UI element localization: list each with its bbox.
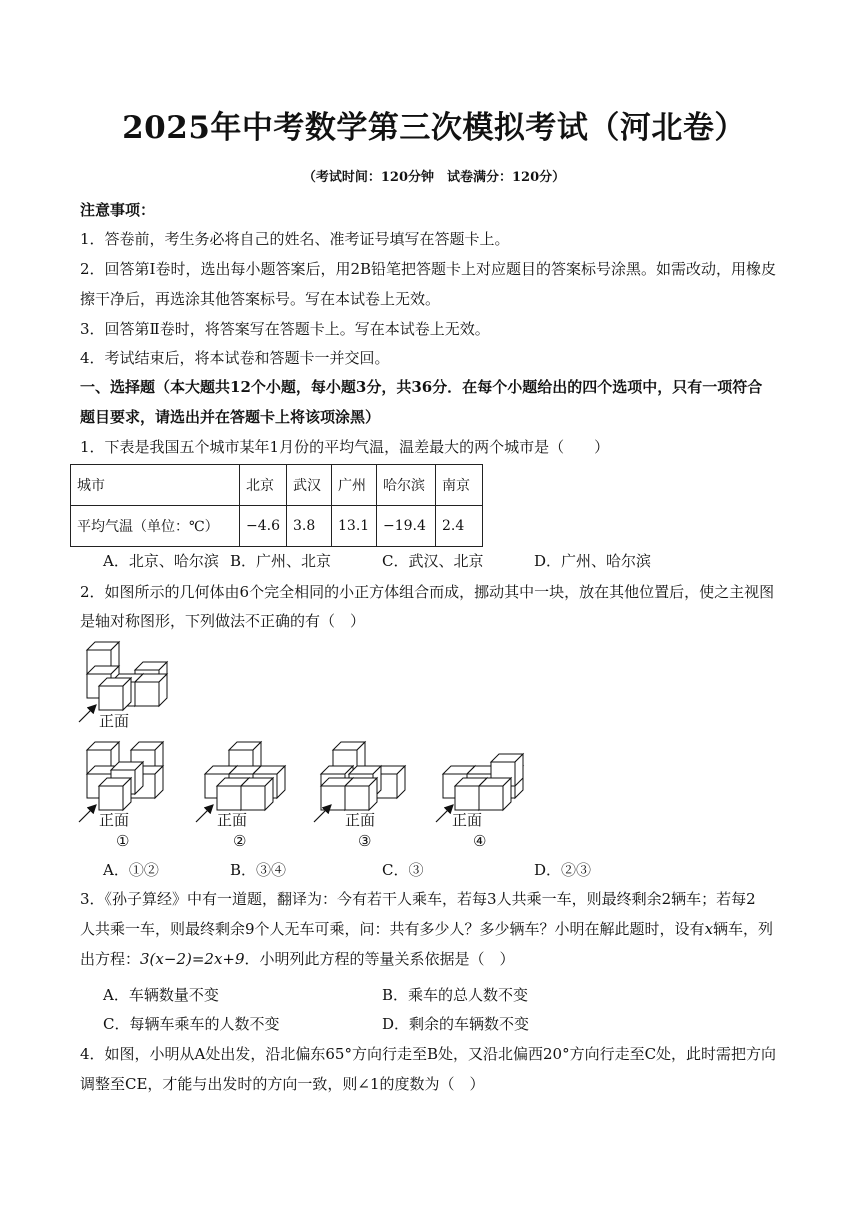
table-cell: −4.6 xyxy=(240,506,287,547)
table-header-row xyxy=(71,465,483,506)
figure-label-2: ② xyxy=(233,832,247,850)
front-label: 正面 xyxy=(345,811,376,829)
q3-text: ．小明列此方程的等量关系依据是（ ） xyxy=(244,950,515,968)
q3-variable: x xyxy=(704,920,714,938)
q1-option-a: A．北京、哈尔滨 xyxy=(103,552,219,570)
table-row xyxy=(71,506,483,547)
q3-equation: 3(x−2)=2x+9 xyxy=(140,950,245,968)
section-heading-cont: 题目要求，请选出并在答题卡上将该项涂黑） xyxy=(80,408,381,426)
table-cell: 城市 xyxy=(71,465,240,506)
q1-option-d: D．广州、哈尔滨 xyxy=(534,552,652,570)
notice-heading: 注意事项： xyxy=(80,201,156,219)
q2-option-c: C．③ xyxy=(382,861,424,879)
q3-text: 出方程： xyxy=(80,950,141,968)
q1-option-c: C．武汉、北京 xyxy=(382,552,484,570)
table-cell: 平均气温（单位：℃） xyxy=(71,506,240,547)
exam-info: （考试时间：120分钟 试卷满分：120分） xyxy=(302,170,566,185)
q1-stem: 1．下表是我国五个城市某年1月份的平均气温，温差最大的两个城市是（ ） xyxy=(80,438,610,456)
notice-item-2: 2．回答第Ⅰ卷时，选出每小题答案后，用2B铅笔把答题卡上对应题目的答案标号涂黑。如需改动，用橡皮 xyxy=(80,260,777,278)
q3-option-d: D．剩余的车辆数不变 xyxy=(382,1015,530,1033)
notice-item-3: 3．回答第Ⅱ卷时，将答案写在答题卡上。写在本试卷上无效。 xyxy=(80,320,490,338)
q2-option-a: A．①② xyxy=(103,861,159,879)
figure-label-1: ① xyxy=(116,832,130,850)
q2-option-b: B．③④ xyxy=(230,861,287,879)
table-cell: 南京 xyxy=(436,465,483,506)
notice-item-4: 4．考试结束后，将本试卷和答题卡一并交回。 xyxy=(80,349,390,367)
q3-text: 人共乘一车，则最终剩余9个人无车可乘，问：共有多少人？多少辆车？小明在解此题时，设有 xyxy=(80,920,705,938)
notice-item-2-cont: 擦干净后，再选涂其他答案标号。写在本试卷上无效。 xyxy=(80,290,441,308)
front-label: 正面 xyxy=(217,811,248,829)
front-label: 正面 xyxy=(99,811,130,829)
table-cell: −19.4 xyxy=(377,506,436,547)
q2-stem: 2．如图所示的几何体由6个完全相同的小正方体组合而成，挪动其中一块，放在其他位置后，使之主视图 xyxy=(80,583,775,601)
q2-option-d: D．②③ xyxy=(534,861,592,879)
front-label: 正面 xyxy=(452,811,483,829)
figure-1 xyxy=(79,742,163,822)
section-heading: 一、选择题（本大题共12个小题，每小题3分，共36分．在每个小题给出的四个选项中，只有一项符合 xyxy=(80,378,763,396)
q3-equation-line xyxy=(80,950,515,968)
q4-stem-cont: 调整至CE，才能与出发时的方向一致，则∠1的度数为（ ） xyxy=(80,1075,485,1093)
table-cell: 哈尔滨 xyxy=(377,465,436,506)
q3-option-b: B．乘车的总人数不变 xyxy=(382,986,529,1004)
q3-option-c: C．每辆车乘车的人数不变 xyxy=(103,1015,280,1033)
page-title: 2025年中考数学第三次模拟考试（河北卷） xyxy=(122,110,746,146)
table-cell: 2.4 xyxy=(436,506,483,547)
q2-stem-cont: 是轴对称图形，下列做法不正确的有（ ） xyxy=(80,612,366,630)
q3-text: 辆车，列 xyxy=(713,920,774,938)
figure-3 xyxy=(314,742,405,822)
table-cell: 3.8 xyxy=(287,506,332,547)
figure-label-3: ③ xyxy=(358,832,372,850)
q2-cube-figures xyxy=(0,630,868,860)
q1-option-b: B．广州、北京 xyxy=(230,552,332,570)
original-solid-figure xyxy=(79,642,167,722)
table-cell: 13.1 xyxy=(332,506,377,547)
q4-stem: 4．如图，小明从A处出发，沿北偏东65°方向行走至B处，又沿北偏西20°方向行走至C处，此时需把方向 xyxy=(80,1045,777,1063)
figure-2 xyxy=(196,742,285,822)
temperature-table xyxy=(70,464,483,547)
table-cell: 北京 xyxy=(240,465,287,506)
q3-option-a: A．车辆数量不变 xyxy=(103,986,219,1004)
figure-label-4: ④ xyxy=(473,832,487,850)
table-cell: 广州 xyxy=(332,465,377,506)
q3-stem-cont xyxy=(80,920,773,938)
notice-item-1: 1．答卷前，考生务必将自己的姓名、准考证号填写在答题卡上。 xyxy=(80,230,510,248)
front-label: 正面 xyxy=(99,712,130,730)
table-cell: 武汉 xyxy=(287,465,332,506)
q3-stem: 3．《孙子算经》中有一道题，翻译为：今有若干人乘车，若每3人共乘一车，则最终剩余2辆车；若每2 xyxy=(80,890,756,908)
